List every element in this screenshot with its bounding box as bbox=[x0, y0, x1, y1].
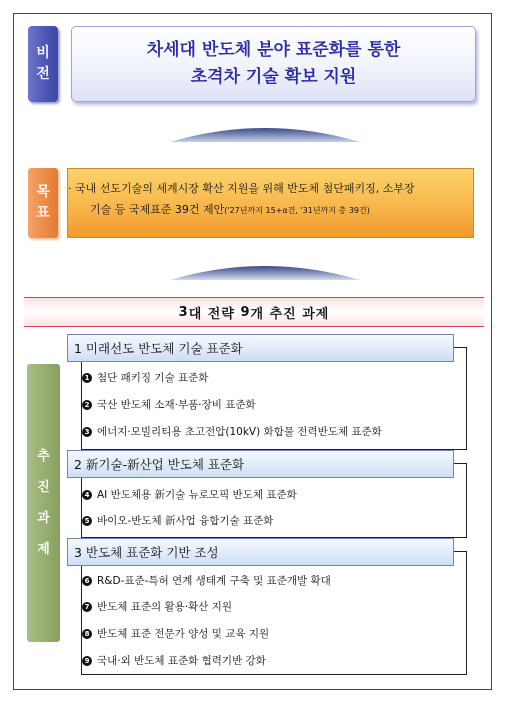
push-tag-char: 추 bbox=[37, 448, 50, 464]
goal-box bbox=[67, 168, 474, 238]
task-number-badge: 6 bbox=[82, 576, 92, 586]
push-tasks-tag bbox=[27, 364, 60, 642]
strategy-label: 대 전략 bbox=[188, 306, 241, 322]
task-text: 바이오-반도체 新사업 융합기술 표준화 bbox=[97, 515, 274, 527]
task-text: R&D-표준-특허 연계 생태계 구축 및 표준개발 확대 bbox=[97, 575, 331, 587]
task-number-badge: 4 bbox=[82, 490, 92, 500]
task-item bbox=[82, 370, 208, 385]
goal-line-2 bbox=[68, 200, 467, 221]
task-label: 개 추진 과제 bbox=[250, 306, 330, 322]
task-text: 에너지·모빌리티용 초고전압(10kV) 화합물 전력반도체 표준화 bbox=[97, 426, 382, 438]
goal-line-2-note: ('27년까지 15+α건, '31년까지 총 39건) bbox=[224, 205, 370, 215]
task-count: 9 bbox=[240, 304, 251, 320]
goal-tag-char: 목 bbox=[36, 184, 50, 200]
task-item bbox=[82, 573, 331, 588]
task-text: 국내·외 반도체 표준화 협력기반 강화 bbox=[97, 655, 266, 667]
task-item bbox=[82, 513, 273, 528]
up-arrow-icon bbox=[170, 256, 360, 280]
vision-line-2: 초격차 기술 확보 지원 bbox=[190, 67, 357, 87]
task-item bbox=[82, 626, 269, 641]
task-number-badge: 5 bbox=[82, 516, 92, 526]
task-text: 반도체 표준의 활용·확산 지원 bbox=[97, 601, 233, 613]
strategy-1-title: 1 미래선도 반도체 기술 표준화 bbox=[67, 334, 454, 362]
task-number-badge: 3 bbox=[82, 427, 92, 437]
task-item bbox=[82, 653, 266, 668]
up-arrow-icon bbox=[170, 118, 360, 142]
task-number-badge: 2 bbox=[82, 400, 92, 410]
goal-tag bbox=[28, 168, 58, 238]
vision-tag bbox=[28, 26, 58, 102]
vision-box bbox=[71, 26, 476, 102]
goal-line-1: · 국내 선도기술의 세계시장 확산 지원을 위해 반도체 첨단패키징, 소부장 bbox=[68, 182, 415, 195]
vision-tag-char: 전 bbox=[36, 66, 50, 82]
vision-line-1: 차세대 반도체 분야 표준화를 통한 bbox=[146, 39, 401, 60]
push-tag-char: 진 bbox=[37, 479, 50, 495]
strategy-3-title: 3 반도체 표준화 기반 조성 bbox=[67, 538, 454, 566]
task-item bbox=[82, 397, 256, 412]
strategy-count: 3 bbox=[178, 304, 189, 320]
goal-tag-char: 표 bbox=[36, 205, 50, 221]
strategy-2-title: 2 新기술-新산업 반도체 표준화 bbox=[67, 450, 454, 478]
task-number-badge: 7 bbox=[82, 602, 92, 612]
task-item bbox=[82, 424, 382, 439]
task-number-badge: 8 bbox=[82, 629, 92, 639]
task-item bbox=[82, 599, 232, 614]
task-text: 반도체 표준 전문가 양성 및 교육 지원 bbox=[97, 628, 270, 640]
task-item bbox=[82, 487, 297, 502]
push-tag-char: 과 bbox=[37, 511, 50, 526]
task-text: AI 반도체용 新기술 뉴로모픽 반도체 표준화 bbox=[97, 489, 297, 501]
goal-line-2-main: 기술 등 국제표준 39건 제안 bbox=[90, 202, 225, 216]
task-number-badge: 9 bbox=[82, 656, 92, 666]
push-tag-char: 제 bbox=[37, 542, 50, 558]
task-number-badge: 1 bbox=[82, 373, 92, 383]
vision-tag-char: 비 bbox=[36, 45, 50, 61]
strategy-summary-band bbox=[24, 297, 484, 327]
task-text: 국산 반도체 소재·부품·장비 표준화 bbox=[97, 399, 256, 411]
task-text: 첨단 패키징 기술 표준화 bbox=[97, 372, 209, 384]
